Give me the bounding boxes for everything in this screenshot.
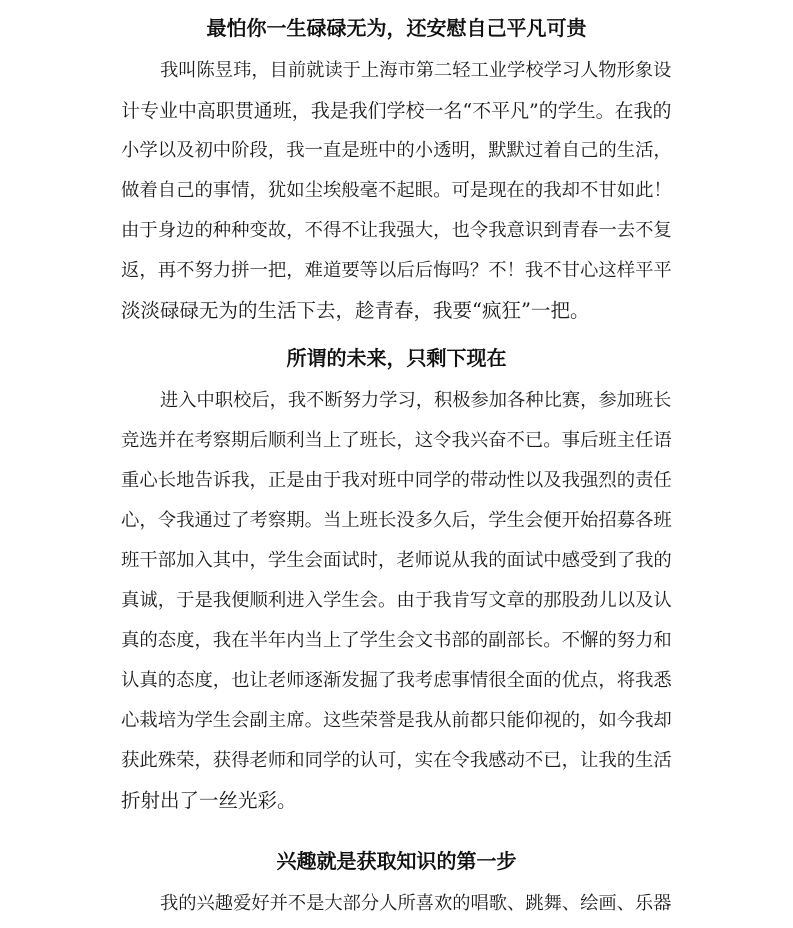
section-heading-1: 最怕你一生碌碌无为，还安慰自己平凡可贵	[206, 16, 587, 40]
section-heading-2: 所谓的未来，只剩下现在	[286, 346, 507, 370]
paragraph-line: 真诚，于是我便顺利进入学生会。由于我肯写文章的那股劲儿以及认	[121, 590, 672, 611]
paragraph-line: 心，令我通过了考察期。当上班长没多久后，学生会便开始招募各班	[121, 510, 672, 531]
paragraph-line: 我的兴趣爱好并不是大部分人所喜欢的唱歌、跳舞、绘画、乐器	[160, 893, 672, 914]
paragraph-line: 真的态度，我在半年内当上了学生会文书部的副部长。不懈的努力和	[121, 630, 672, 651]
paragraph-line: 认真的态度，也让老师逐渐发掘了我考虑事情很全面的优点，将我悉	[121, 670, 672, 691]
paragraph-line: 做着自己的事情，犹如尘埃般毫不起眼。可是现在的我却不甘如此！	[121, 180, 672, 201]
paragraph-line: 返，再不努力拼一把，难道要等以后后悔吗？不！我不甘心这样平平	[121, 260, 672, 281]
paragraph-line: 由于身边的种种变故，不得不让我强大，也令我意识到青春一去不复	[121, 220, 672, 241]
paragraph-line: 计专业中高职贯通班，我是我们学校一名“不平凡”的学生。在我的	[121, 100, 672, 122]
paragraph-line: 获此殊荣，获得老师和同学的认可，实在令我感动不已，让我的生活	[121, 750, 672, 771]
paragraph-line: 小学以及初中阶段，我一直是班中的小透明，默默过着自己的生活，	[121, 140, 672, 161]
paragraph-line: 心栽培为学生会副主席。这些荣誉是我从前都只能仰视的，如今我却	[121, 710, 672, 731]
paragraph-line: 折射出了一丝光彩。	[121, 789, 297, 812]
paragraph-line: 我叫陈昱玮，目前就读于上海市第二轻工业学校学习人物形象设	[160, 60, 672, 81]
paragraph-line: 班干部加入其中，学生会面试时，老师说从我的面试中感受到了我的	[121, 550, 672, 571]
paragraph-line: 重心长地告诉我，正是由于我对班中同学的带动性以及我强烈的责任	[121, 470, 672, 491]
paragraph-line: 竞选并在考察期后顺利当上了班长，这令我兴奋不已。事后班主任语	[121, 430, 672, 451]
section-heading-3: 兴趣就是获取知识的第一步	[276, 849, 517, 873]
paragraph-line: 进入中职校后，我不断努力学习，积极参加各种比赛，参加班长	[160, 390, 672, 411]
paragraph-line: 淡淡碌碌无为的生活下去，趁青春，我要“疯狂”一把。	[121, 299, 590, 322]
